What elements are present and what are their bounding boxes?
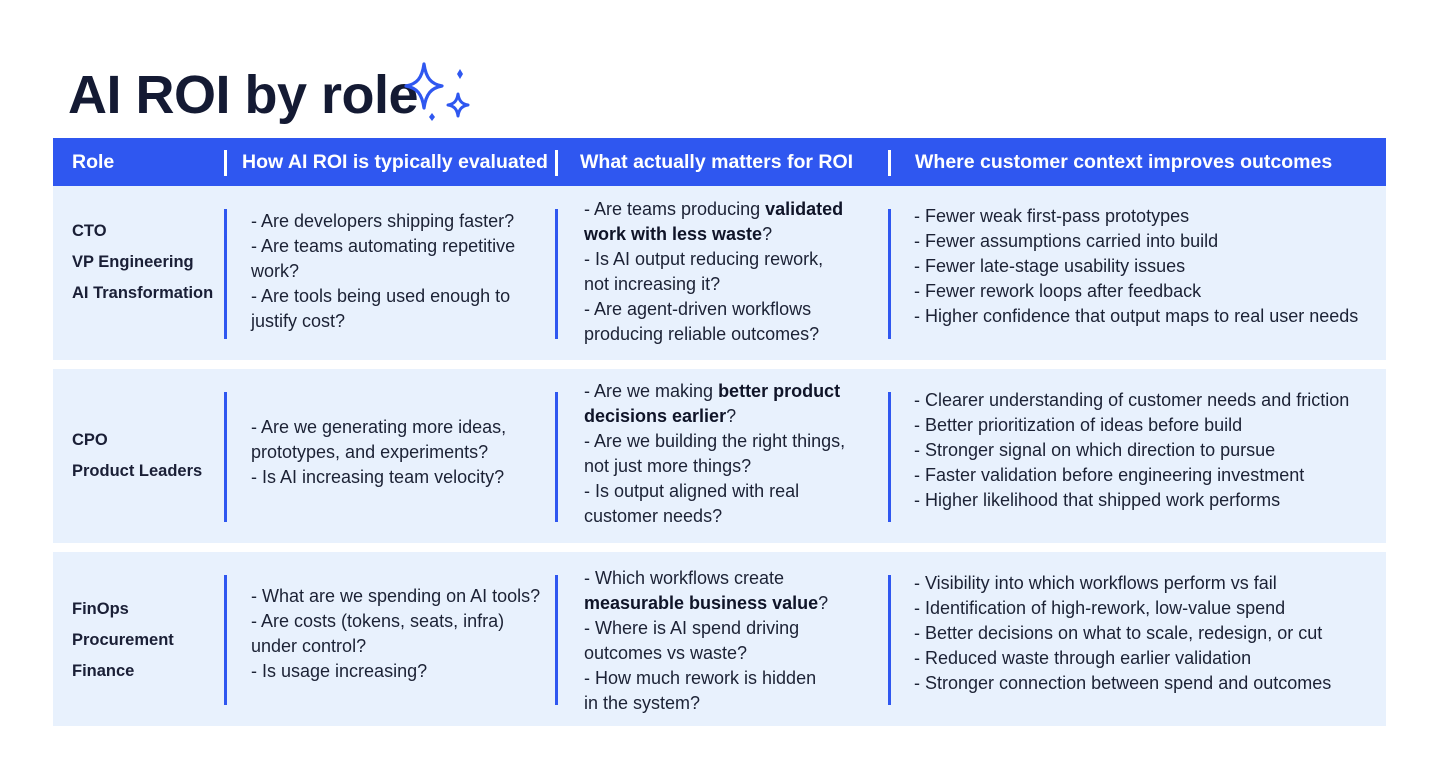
header-role: Role bbox=[72, 151, 115, 173]
context-cell bbox=[914, 388, 1349, 513]
column-divider bbox=[888, 575, 891, 705]
cell-line: - Is AI output reducing rework, bbox=[584, 249, 824, 269]
table-row bbox=[53, 552, 1386, 726]
cell-line: - How much rework is hidden bbox=[584, 668, 817, 688]
cell-line: - Are we generating more ideas, bbox=[251, 417, 507, 437]
cell-line: - Is usage increasing? bbox=[251, 661, 428, 681]
cell-line bbox=[584, 566, 828, 591]
cell-line: - Fewer assumptions carried into build bbox=[914, 231, 1219, 251]
cell-line: - Fewer late-stage usability issues bbox=[914, 256, 1186, 276]
text-span: - Are we making bbox=[584, 381, 719, 401]
matters-cell bbox=[584, 379, 845, 529]
cell-line: - Are tools being used enough to bbox=[251, 286, 511, 306]
column-divider bbox=[224, 392, 227, 522]
role-name: FinOps bbox=[72, 600, 129, 618]
column-divider bbox=[555, 392, 558, 522]
text-span: ? bbox=[726, 406, 737, 426]
emphasis-text: validated bbox=[765, 199, 844, 219]
evaluated-cell bbox=[251, 209, 515, 334]
cell-line bbox=[584, 379, 845, 404]
cell-line: - Reduced waste through earlier validation bbox=[914, 648, 1252, 668]
cell-line: - Are developers shipping faster? bbox=[251, 211, 515, 231]
table-row bbox=[53, 186, 1386, 360]
cell-line: - Fewer weak first-pass prototypes bbox=[914, 206, 1190, 226]
table-row bbox=[53, 369, 1386, 543]
cell-line: - Are teams automating repetitive bbox=[251, 236, 516, 256]
column-divider bbox=[888, 209, 891, 339]
cell-line: not increasing it? bbox=[584, 274, 721, 294]
matters-cell bbox=[584, 197, 843, 347]
cell-line: - What are we spending on AI tools? bbox=[251, 586, 541, 606]
table-header bbox=[53, 138, 1386, 186]
page-title: AI ROI by role bbox=[68, 65, 419, 125]
context-cell bbox=[914, 571, 1331, 696]
emphasis-text: measurable business value bbox=[584, 593, 819, 613]
column-divider bbox=[555, 575, 558, 705]
column-divider bbox=[224, 209, 227, 339]
cell-line: - Are we building the right things, bbox=[584, 431, 846, 451]
cell-line: not just more things? bbox=[584, 456, 752, 476]
text-span: - Are teams producing bbox=[584, 199, 766, 219]
cell-line: prototypes, and experiments? bbox=[251, 442, 489, 462]
text-span: ? bbox=[818, 593, 829, 613]
cell-line: - Are costs (tokens, seats, infra) bbox=[251, 611, 505, 631]
cell-line: customer needs? bbox=[584, 506, 723, 526]
cell-line: under control? bbox=[251, 636, 367, 656]
role-name: VP Engineering bbox=[72, 253, 194, 271]
cell-line: - Better decisions on what to scale, redesign, or cut bbox=[914, 623, 1323, 643]
column-divider bbox=[888, 392, 891, 522]
text-span: - Which workflows create bbox=[584, 568, 785, 588]
text-span: ? bbox=[762, 224, 773, 244]
cell-line: - Stronger signal on which direction to pursue bbox=[914, 440, 1276, 460]
cell-line: - Is AI increasing team velocity? bbox=[251, 467, 505, 487]
role-name: CTO bbox=[72, 222, 107, 240]
header-evaluated: How AI ROI is typically evaluated bbox=[242, 151, 548, 173]
header-separator bbox=[224, 150, 227, 176]
cell-line: - Identification of high-rework, low-value spend bbox=[914, 598, 1286, 618]
role-name: Procurement bbox=[72, 631, 174, 649]
cell-line: - Stronger connection between spend and outcomes bbox=[914, 673, 1332, 693]
matters-cell bbox=[584, 566, 828, 716]
cell-line: producing reliable outcomes? bbox=[584, 324, 820, 344]
column-divider bbox=[555, 209, 558, 339]
cell-line: outcomes vs waste? bbox=[584, 643, 748, 663]
emphasis-text: decisions earlier bbox=[584, 406, 727, 426]
context-cell bbox=[914, 204, 1358, 329]
header-matters: What actually matters for ROI bbox=[580, 151, 854, 173]
sparkles-icon bbox=[402, 60, 472, 126]
evaluated-cell bbox=[251, 415, 506, 490]
emphasis-text: work with less waste bbox=[584, 224, 763, 244]
cell-line: - Better prioritization of ideas before build bbox=[914, 415, 1243, 435]
cell-line: - Higher likelihood that shipped work performs bbox=[914, 490, 1281, 510]
cell-line: in the system? bbox=[584, 693, 701, 713]
evaluated-cell bbox=[251, 584, 540, 684]
cell-line: - Higher confidence that output maps to real user needs bbox=[914, 306, 1359, 326]
header-separator bbox=[555, 150, 558, 176]
cell-line: - Is output aligned with real bbox=[584, 481, 800, 501]
role-name: AI Transformation bbox=[72, 284, 214, 302]
cell-line bbox=[584, 197, 843, 222]
cell-line: - Are agent-driven workflows bbox=[584, 299, 812, 319]
cell-line: work? bbox=[251, 261, 300, 281]
column-divider bbox=[224, 575, 227, 705]
cell-line: - Clearer understanding of customer needs and friction bbox=[914, 390, 1350, 410]
cell-line bbox=[584, 404, 845, 429]
role-list bbox=[72, 425, 202, 487]
role-name: Finance bbox=[72, 662, 135, 680]
cell-line: - Faster validation before engineering investment bbox=[914, 465, 1305, 485]
cell-line: - Fewer rework loops after feedback bbox=[914, 281, 1202, 301]
header-separator bbox=[888, 150, 891, 176]
cell-line bbox=[584, 222, 843, 247]
role-list bbox=[72, 216, 213, 309]
header-context: Where customer context improves outcomes bbox=[915, 151, 1333, 173]
cell-line: justify cost? bbox=[251, 311, 346, 331]
cell-line: - Visibility into which workflows perform vs fail bbox=[914, 573, 1277, 593]
cell-line: - Where is AI spend driving bbox=[584, 618, 800, 638]
emphasis-text: better product bbox=[718, 381, 841, 401]
role-name: CPO bbox=[72, 431, 108, 449]
role-list bbox=[72, 594, 174, 687]
role-name: Product Leaders bbox=[72, 462, 203, 480]
cell-line bbox=[584, 591, 828, 616]
